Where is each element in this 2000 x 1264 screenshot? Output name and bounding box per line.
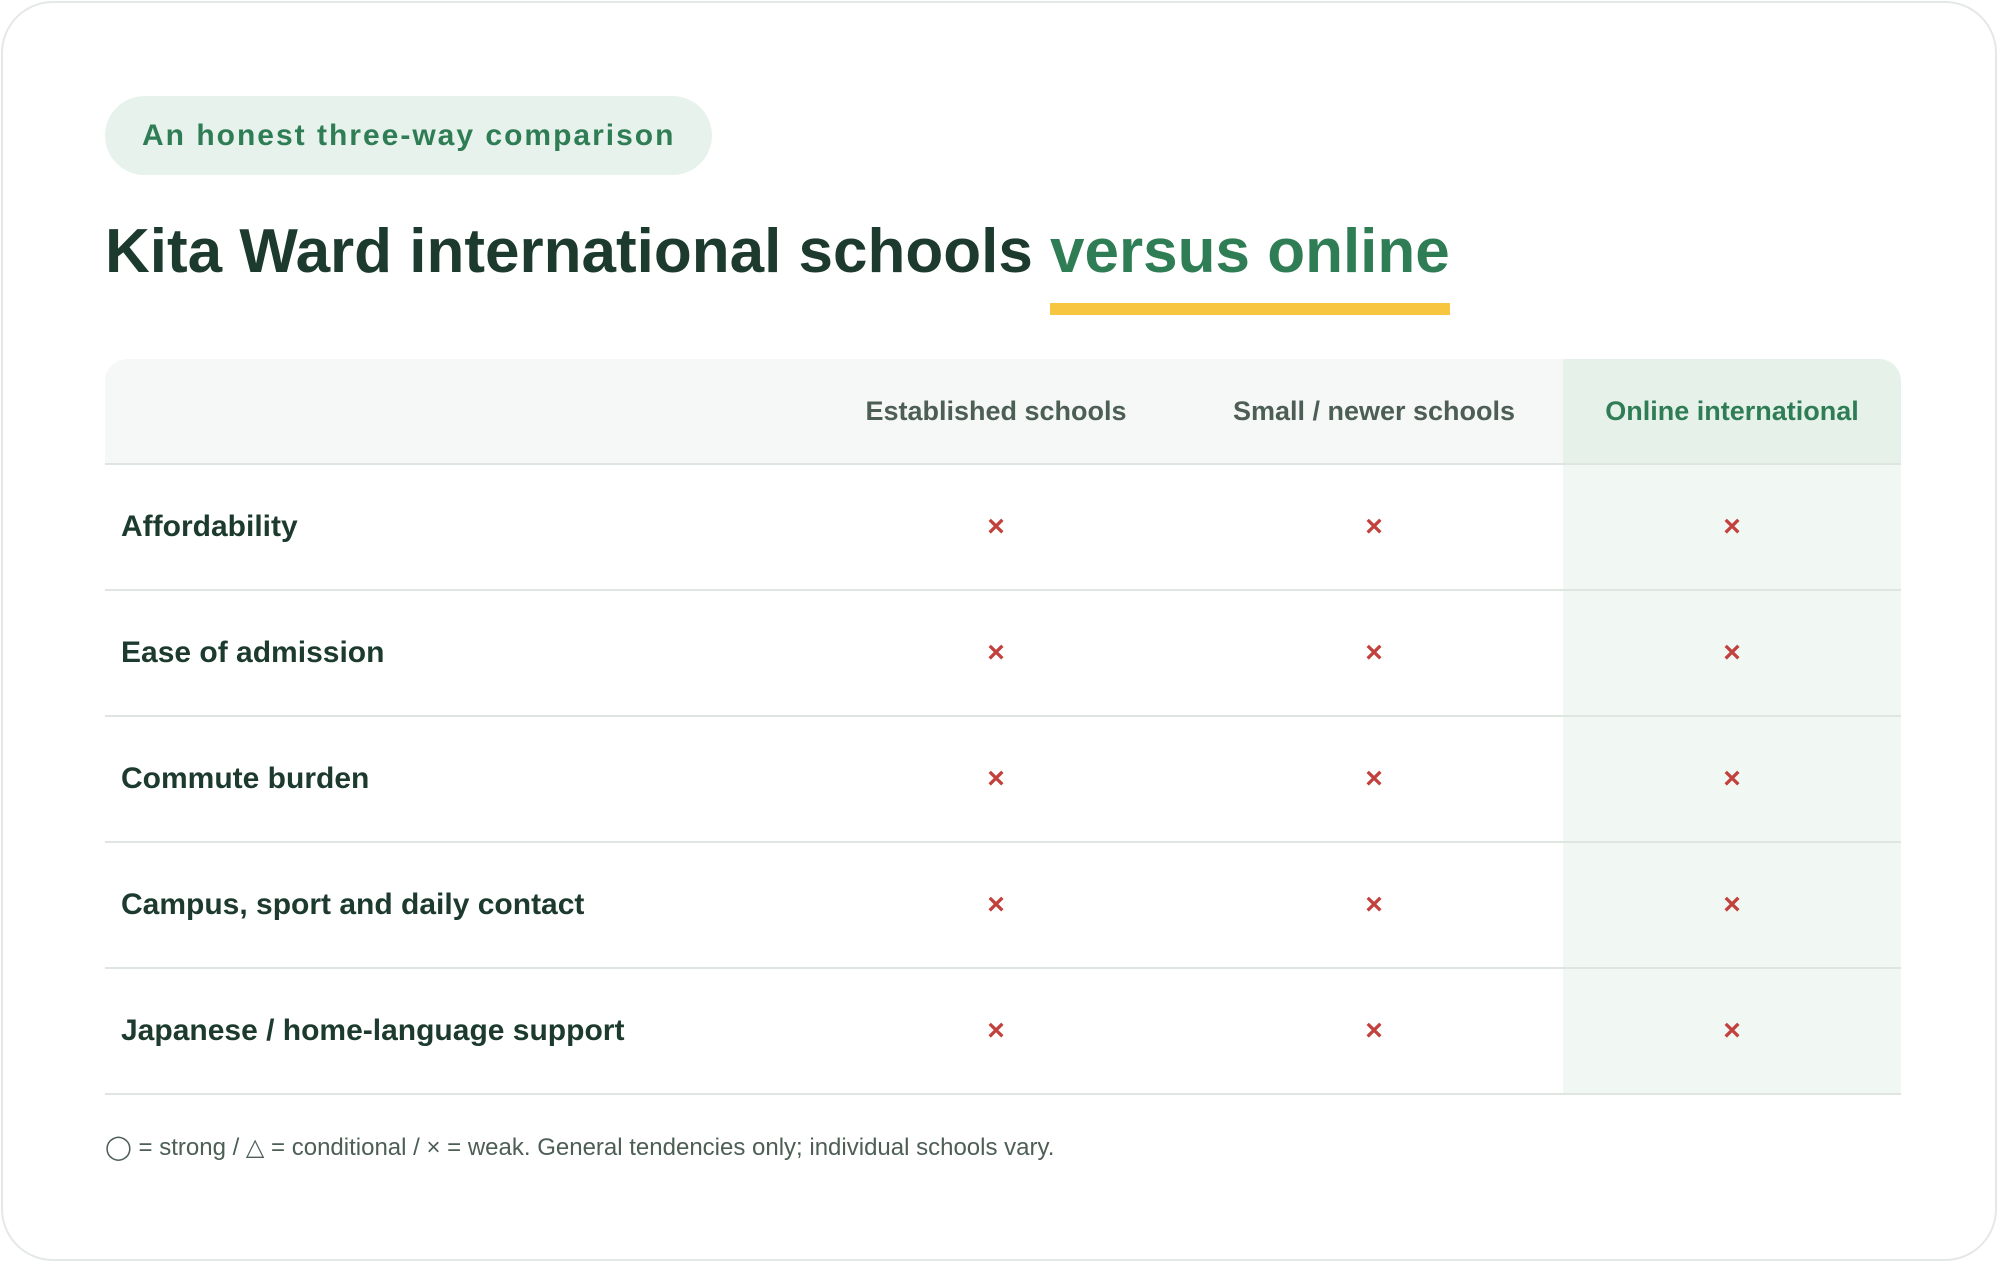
row-criterion: Ease of admission — [105, 590, 807, 716]
table-row — [105, 716, 1901, 842]
weak-mark-icon: × — [1723, 1014, 1741, 1047]
title-main: Kita Ward international schools — [105, 217, 1051, 286]
weak-mark-icon: × — [987, 510, 1005, 543]
title-accent-text: versus online — [1050, 217, 1450, 286]
row-criterion: Commute burden — [105, 716, 807, 842]
cell-online — [1563, 464, 1901, 590]
cell-small-newer — [1185, 968, 1563, 1094]
table-row — [105, 968, 1901, 1094]
title-accent — [1050, 213, 1450, 291]
header-online-international: Online international — [1563, 359, 1901, 464]
table-header-row — [105, 359, 1901, 464]
cell-small-newer — [1185, 590, 1563, 716]
header-criterion — [105, 359, 807, 464]
cell-small-newer — [1185, 716, 1563, 842]
cell-online — [1563, 842, 1901, 968]
legend-footnote: ◯ = strong / △ = conditional / × = weak. General tendencies only; individual schools vary. — [105, 1134, 1055, 1161]
row-criterion: Japanese / home-language support — [105, 968, 807, 1094]
weak-mark-icon: × — [1365, 1014, 1383, 1047]
cell-established — [807, 968, 1185, 1094]
weak-mark-icon: × — [1723, 762, 1741, 795]
weak-mark-icon: × — [1723, 510, 1741, 543]
comparison-card — [1, 1, 1997, 1261]
table-row — [105, 842, 1901, 968]
row-criterion: Affordability — [105, 464, 807, 590]
weak-mark-icon: × — [987, 636, 1005, 669]
row-criterion: Campus, sport and daily contact — [105, 842, 807, 968]
cell-online — [1563, 716, 1901, 842]
weak-mark-icon: × — [1365, 510, 1383, 543]
weak-mark-icon: × — [1723, 636, 1741, 669]
cell-established — [807, 842, 1185, 968]
table-row — [105, 464, 1901, 590]
comparison-table — [105, 359, 1901, 1095]
cell-established — [807, 464, 1185, 590]
header-established-schools: Established schools — [807, 359, 1185, 464]
weak-mark-icon: × — [1365, 636, 1383, 669]
cell-online — [1563, 590, 1901, 716]
cell-small-newer — [1185, 464, 1563, 590]
table-row — [105, 590, 1901, 716]
cell-online — [1563, 968, 1901, 1094]
weak-mark-icon: × — [1365, 762, 1383, 795]
weak-mark-icon: × — [1365, 888, 1383, 921]
page-title — [105, 213, 1450, 291]
weak-mark-icon: × — [987, 888, 1005, 921]
cell-established — [807, 716, 1185, 842]
weak-mark-icon: × — [987, 762, 1005, 795]
header-small-newer-schools: Small / newer schools — [1185, 359, 1563, 464]
weak-mark-icon: × — [987, 1014, 1005, 1047]
title-underline — [1050, 303, 1450, 315]
cell-established — [807, 590, 1185, 716]
eyebrow-badge: An honest three-way comparison — [105, 96, 712, 175]
weak-mark-icon: × — [1723, 888, 1741, 921]
cell-small-newer — [1185, 842, 1563, 968]
